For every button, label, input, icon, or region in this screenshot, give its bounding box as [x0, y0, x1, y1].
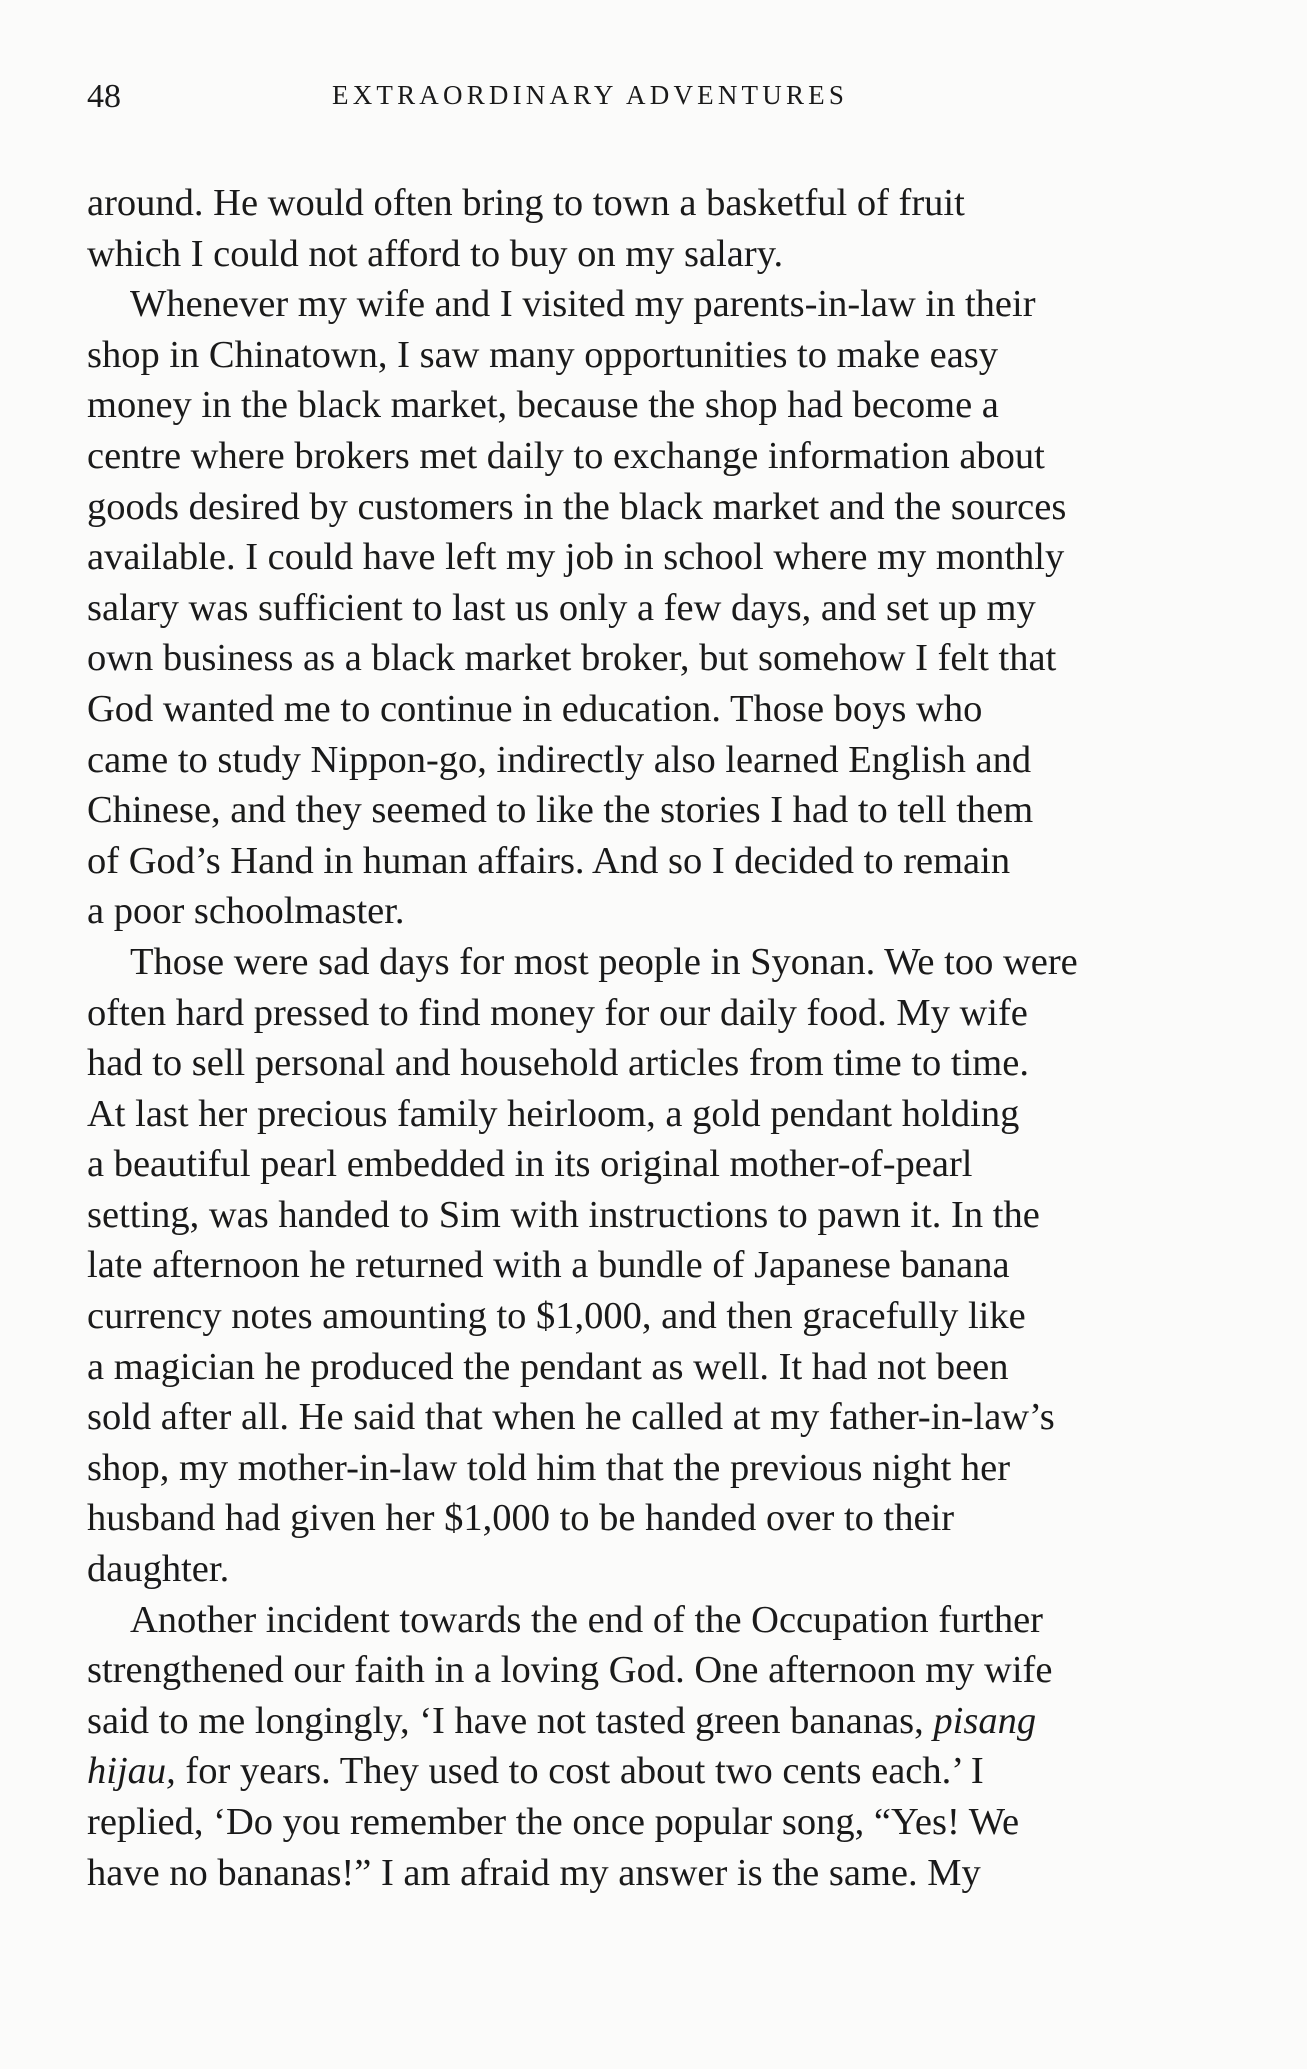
text-line: [87, 431, 1200, 482]
text-run: a poor schoolmaster.: [87, 890, 405, 933]
text-line: [87, 1746, 1200, 1797]
text-line: [87, 279, 1200, 330]
text-run: often hard pressed to find money for our daily food. My wife: [87, 991, 1028, 1034]
text-line: [87, 886, 1200, 937]
text-line: [87, 482, 1200, 533]
text-line: [87, 229, 1200, 280]
text-run: of God’s Hand in human affairs. And so I decided to remain: [87, 839, 1011, 882]
text-line: [87, 633, 1200, 684]
text-line: [87, 988, 1200, 1039]
text-run: setting, was handed to Sim with instructions to pawn it. In the: [87, 1193, 1040, 1236]
text-line: [87, 1089, 1200, 1140]
text-run: Whenever my wife and I visited my parents-in-law in their: [130, 283, 1036, 326]
text-run: money in the black market, because the shop had become a: [87, 384, 999, 427]
text-line: [87, 1443, 1200, 1494]
text-line: [87, 1190, 1200, 1241]
text-line: [87, 1797, 1200, 1848]
text-run: centre where brokers met daily to exchange information about: [87, 434, 1045, 477]
text-run: husband had given her $1,000 to be handed over to their: [87, 1497, 955, 1540]
text-line: [87, 178, 1200, 229]
text-run: currency notes amounting to $1,000, and then gracefully like: [87, 1295, 1026, 1338]
text-run: Those were sad days for most people in Syonan. We too were: [130, 940, 1078, 983]
text-line: [87, 1493, 1200, 1544]
text-line: [87, 1645, 1200, 1696]
text-run: own business as a black market broker, but somehow I felt that: [87, 637, 1057, 680]
text-line: [87, 836, 1200, 887]
text-run: came to study Nippon-go, indirectly also learned English and: [87, 738, 1032, 781]
text-run: a magician he produced the pendant as well. It had not been: [87, 1345, 1009, 1388]
text-run: a beautiful pearl embedded in its original mother-of-pearl: [87, 1143, 973, 1186]
text-run: sold after all. He said that when he called at my father-in-law’s: [87, 1396, 1055, 1439]
text-line: [87, 1544, 1200, 1595]
text-run: Chinese, and they seemed to like the stories I had to tell them: [87, 789, 1034, 832]
text-run: had to sell personal and household articles from time to time.: [87, 1042, 1029, 1085]
text-line: [87, 330, 1200, 381]
text-line: [87, 1038, 1200, 1089]
text-line: [87, 1342, 1200, 1393]
text-line: [87, 937, 1200, 988]
running-title: EXTRAORDINARY ADVENTURES: [332, 80, 849, 110]
text-run: goods desired by customers in the black market and the sources: [87, 485, 1067, 528]
text-run: daughter.: [87, 1548, 230, 1591]
body-text: [87, 178, 1200, 1898]
text-line: [87, 532, 1200, 583]
text-run: Another incident towards the end of the Occupation further: [130, 1598, 1044, 1641]
text-line: [87, 1139, 1200, 1190]
text-run: for years. They used to cost about two cents each.’ I: [175, 1750, 984, 1793]
text-line: [87, 684, 1200, 735]
text-line: [87, 1696, 1200, 1747]
text-run: have no bananas!” I am afraid my answer is the same. My: [87, 1851, 981, 1894]
text-run: which I could not afford to buy on my salary.: [87, 232, 784, 275]
text-line: [87, 1240, 1200, 1291]
text-line: [87, 735, 1200, 786]
running-header: [87, 78, 1200, 122]
text-line: [87, 380, 1200, 431]
text-line: [87, 1392, 1200, 1443]
page-number: 48: [87, 78, 121, 115]
text-line: [87, 1848, 1200, 1899]
text-run: available. I could have left my job in school where my monthly: [87, 536, 1065, 579]
text-run: shop, my mother-in-law told him that the previous night her: [87, 1446, 1011, 1489]
italic-text: hijau,: [87, 1750, 176, 1793]
text-run: God wanted me to continue in education. Those boys who: [87, 687, 983, 730]
text-line: [87, 583, 1200, 634]
italic-text: pisang: [933, 1699, 1037, 1742]
text-run: shop in Chinatown, I saw many opportunities to make easy: [87, 333, 999, 376]
text-line: [87, 1291, 1200, 1342]
text-line: [87, 1595, 1200, 1646]
text-run: said to me longingly, ‘I have not tasted green bananas,: [87, 1699, 934, 1742]
text-run: around. He would often bring to town a basketful of fruit: [87, 182, 965, 224]
text-run: late afternoon he returned with a bundle of Japanese banana: [87, 1244, 1010, 1287]
text-run: strengthened our faith in a loving God. One afternoon my wife: [87, 1649, 1053, 1692]
text-line: [87, 785, 1200, 836]
text-run: replied, ‘Do you remember the once popular song, “Yes! We: [87, 1801, 1020, 1843]
text-run: At last her precious family heirloom, a gold pendant holding: [87, 1092, 1020, 1135]
text-run: salary was sufficient to last us only a few days, and set up my: [87, 586, 1036, 629]
